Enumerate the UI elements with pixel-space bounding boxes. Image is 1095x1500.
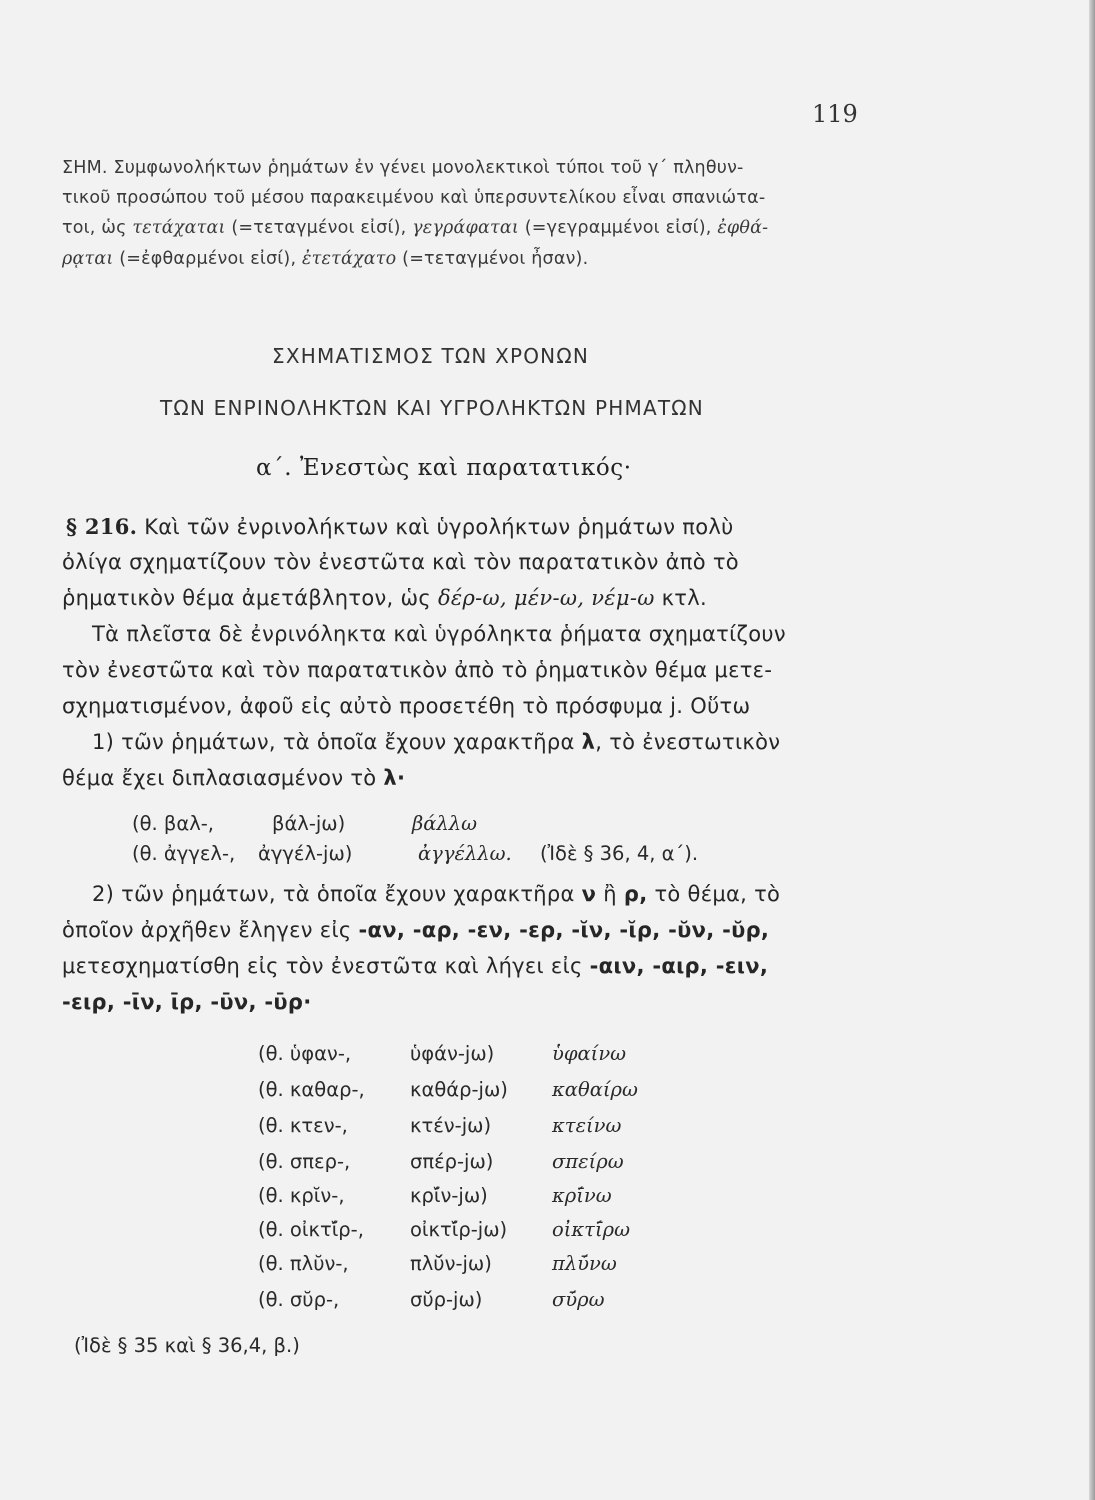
- table-row: (θ. κτεν-, κτέν-jω) κτείνω: [258, 1114, 622, 1137]
- note-line-1: ΣΗΜ. Συμφωνολήκτων ῥημάτων ἐν γένει μονολεκτικοὶ τύποι τοῦ γ΄ πληθυν-: [62, 158, 744, 178]
- table-row: (θ. ὑφαν-, ὑφάν-jω) ὑφαίνω: [258, 1042, 627, 1065]
- para-4-line-1: 2) τῶν ῥημάτων, τὰ ὁποῖα ἔχουν χαρακτῆρα ν ἢ ρ, τὸ θέμα, τὸ: [92, 882, 781, 906]
- section-number: § 216.: [66, 514, 138, 539]
- table-row: (θ. σῠρ-, σῠ́ρ-jω) σῡ́ρω: [258, 1288, 605, 1311]
- reference-note: (Ἰδὲ § 35 καὶ § 36,4, β.): [74, 1334, 300, 1357]
- para-4-line-4: -ειρ, -ῑν, ῑρ, -ῡν, -ῡρ·: [62, 990, 312, 1014]
- table-row: (θ. οἰκτῐ́ρ-, οἰκτῐ́ρ-jω) οἰκτῑ́ρω: [258, 1218, 630, 1241]
- para-1-line-1: § 216. Καὶ τῶν ἐνρινολήκτων καὶ ὑγρολήκτων ῥημάτων πολὺ: [66, 514, 734, 539]
- table-row: (θ. σπερ-, σπέρ-jω) σπείρω: [258, 1150, 624, 1173]
- note-line-2: τικοῦ προσώπου τοῦ μέσου παρακειμένου καὶ ὑπερσυντελίκου εἶναι σπανιώτα-: [62, 188, 766, 208]
- para-3-line-2: θέμα ἔχει διπλασιασμένον τὸ λ·: [62, 766, 406, 790]
- section-heading-line-1: ΣΧΗΜΑΤΙΣΜΟΣ ΤΩΝ ΧΡΟΝΩΝ: [272, 344, 589, 368]
- example-row: (θ. ἀγγελ-, ἀγγέλ-jω) ἀγγέλλω. (Ἰδὲ § 36, 4, α΄).: [132, 842, 699, 865]
- note-line-3: τοι, ὡς τετάχαται (=τεταγμένοι εἰσί), γεγράφαται (=γεγραμμένοι εἰσί), ἐφθά-: [62, 218, 769, 238]
- example-row: (θ. βαλ-, βάλ-jω) βάλλω: [132, 812, 478, 835]
- para-2-line-3: σχηματισμένον, ἀφοῦ εἰς αὐτὸ προσετέθη τὸ πρόσφυμα j. Οὕτω: [62, 694, 751, 718]
- subheading: α΄. Ἐνεστὼς καὶ παρατατικός·: [256, 455, 632, 481]
- table-row: (θ. καθαρ-, καθάρ-jω) καθαίρω: [258, 1078, 638, 1101]
- table-row: (θ. πλῠν-, πλῠ́ν-jω) πλῡ́νω: [258, 1252, 617, 1275]
- note-line-4: ρᾳται (=ἐφθαρμένοι εἰσί), ἐτετάχατο (=τεταγμένοι ἦσαν).: [62, 249, 589, 269]
- para-1-line-2: ὀλίγα σχηματίζουν τὸν ἐνεστῶτα καὶ τὸν παρατατικὸν ἀπὸ τὸ: [62, 550, 739, 574]
- para-3-line-1: 1) τῶν ῥημάτων, τὰ ὁποῖα ἔχουν χαρακτῆρα λ, τὸ ἐνεστωτικὸν: [92, 730, 781, 754]
- para-2-line-2: τὸν ἐνεστῶτα καὶ τὸν παρατατικὸν ἀπὸ τὸ ῥηματικὸν θέμα μετε-: [62, 658, 773, 682]
- page-number: 119: [812, 100, 858, 128]
- table-row: (θ. κρῐν-, κρῐ́ν-jω) κρῑ́νω: [258, 1184, 612, 1207]
- para-2-line-1: Τὰ πλεῖστα δὲ ἐνρινόληκτα καὶ ὑγρόληκτα ῥήματα σχηματίζουν: [92, 622, 786, 646]
- para-4-line-3: μετεσχηματίσθη εἰς τὸν ἐνεστῶτα καὶ λήγει εἰς -αιν, -αιρ, -ειν,: [62, 954, 769, 978]
- section-heading-line-2: ΤΩΝ ΕΝΡΙΝΟΛΗΚΤΩΝ ΚΑΙ ΥΓΡΟΛΗΚΤΩΝ ΡΗΜΑΤΩΝ: [160, 396, 704, 420]
- para-1-line-3: ῥηματικὸν θέμα ἀμετάβλητον, ὡς δέρ-ω, μέν-ω, νέμ-ω κτλ.: [62, 586, 707, 610]
- para-4-line-2: ὁποῖον ἀρχῆθεν ἔληγεν εἰς -αν, -αρ, -εν, -ερ, -ῐν, -ῐρ, -ῠν, -ῠρ,: [62, 918, 770, 942]
